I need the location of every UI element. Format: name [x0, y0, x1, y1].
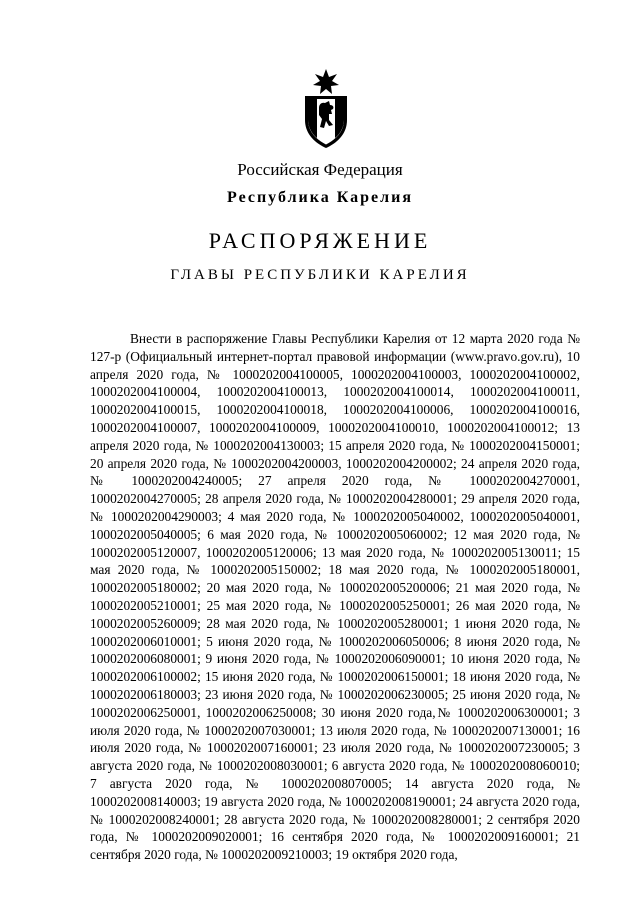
- document-issuer-subtitle: ГЛАВЫ РЕСПУБЛИКИ КАРЕЛИЯ: [170, 267, 470, 283]
- karelia-coat-of-arms-icon: [302, 68, 350, 150]
- document-type-title: РАСПОРЯЖЕНИЕ: [208, 228, 432, 253]
- body-paragraph: Внести в распоряжение Главы Республики Карелия от 12 марта 2020 года № 127-р (Официальный интернет-портал правовой информации (www.pravo.gov.ru), 10 апреля 2020 года, № 1000202004100005, 1000202004100003, 1000202004100002, 1000202004100004, 1000202004100013, 1000202004100014, 1000202004100011, 1000202004100015, 1000202004100018, 1000202004100006, 1000202004100016, 1000202004100007, 1000202004100009, 1000202004100010, 1000202004100012; 13 апреля 2020 года, № 1000202004130003; 15 апреля 2020 года, № 1000202004150001; 20 апреля 2020 года, № 1000202004200003, 1000202004200002; 24 апреля 2020 года, № 1000202004240005; 27 апреля 2020 года, № 1000202004270001, 1000202004270005; 28 апреля 2020 года, № 1000202004280001; 29 апреля 2020 года, № 1000202004290003; 4 мая 2020 года, № 1000202005040002, 1000202005040001, 1000202005040005; 6 мая 2020 года, № 1000202005060002; 12 мая 2020 года, № 1000202005120007, 1000202005120006; 13 мая 2020 года, № 1000202005130011; 15 мая 2020 года, № 1000202005150002; 18 мая 2020 года, № 1000202005180001, 1000202005180002; 20 мая 2020 года, № 1000202005200006; 21 мая 2020 года, № 1000202005210001; 25 мая 2020 года, № 1000202005250001; 26 мая 2020 года, № 1000202005260009; 28 мая 2020 года, № 1000202005280001; 1 июня 2020 года, № 1000202006010001; 5 июня 2020 года, № 1000202006050006; 8 июня 2020 года, № 1000202006080001; 9 июня 2020 года, № 1000202006090001; 10 июня 2020 года, № 1000202006100002; 15 июня 2020 года, № 1000202006150001; 18 июня 2020 года, № 1000202006180003; 23 июня 2020 года, № 1000202006230005; 25 июня 2020 года, № 1000202006250001, 1000202006250008; 30 июня 2020 года,№ 1000202006300001; 3 июля 2020 года, № 1000202007030001; 13 июля 2020 года, № 1000202007130001; 16 июля 2020 года, № 1000202007160001; 23 июля 2020 года, № 1000202007230005; 3 августа 2020 года, № 1000202008030001; 6 августа 2020 года, № 1000202008060010; 7 августа 2020 года, № 1000202008070005; 14 августа 2020 года, № 1000202008140003; 19 августа 2020 года, № 1000202008190001; 24 августа 2020 года, № 1000202008240001; 28 августа 2020 года, № 1000202008280001; 2 сентября 2020 года, № 1000202009020001; 16 сентября 2020 года, № 1000202009160001; 21 сентября 2020 года, № 1000202009210003; 19 октября 2020 года,: [90, 331, 580, 863]
- republic-name: Республика Карелия: [227, 189, 413, 206]
- country-name: Российская Федерация: [237, 160, 403, 179]
